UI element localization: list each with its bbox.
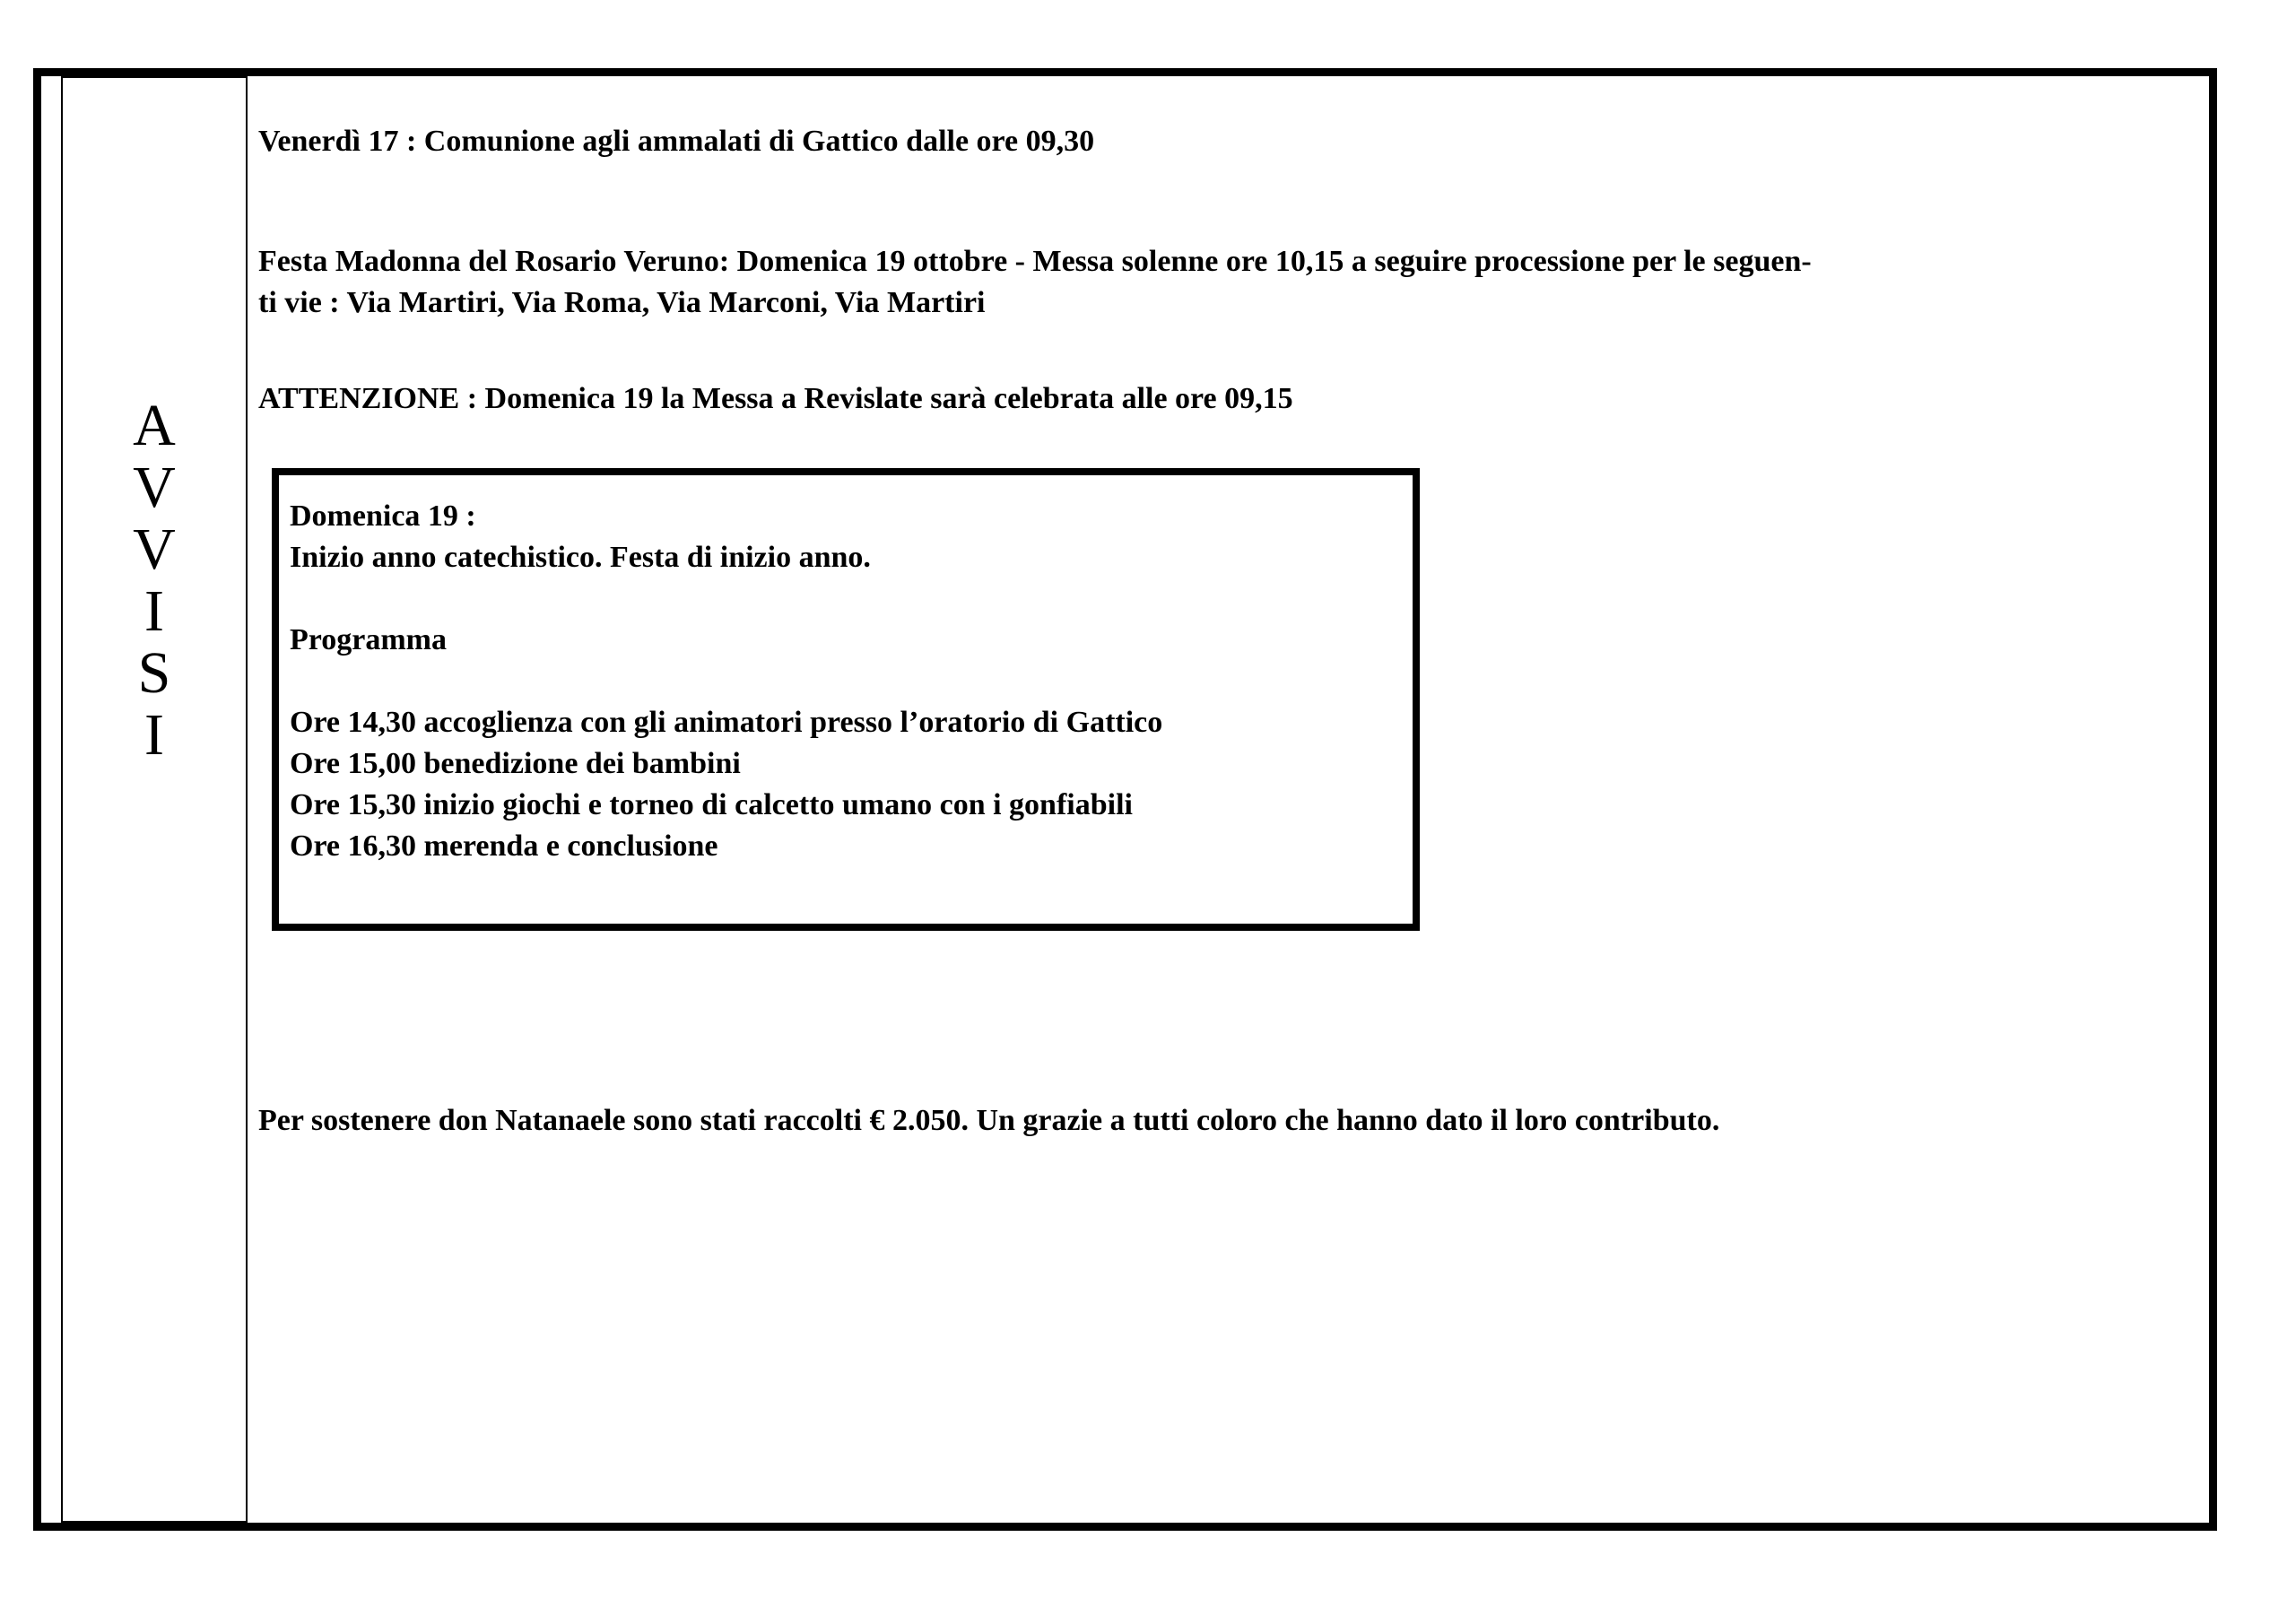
announcement-venerdi: Venerdì 17 : Comunione agli ammalati di Gattico dalle ore 09,30 [258,125,1095,158]
program-box-title: Domenica 19 : [290,499,476,533]
announcement-festa-line-1: Festa Madonna del Rosario Veruno: Domenica 19 ottobre - Messa solenne ore 10,15 a seguire processione per le seguen- [258,245,1812,278]
program-box [272,468,1420,931]
program-item: Ore 14,30 accoglienza con gli animatori presso l’oratorio di Gattico [290,706,1163,739]
program-box-spacer [290,578,1396,620]
sidebar [61,76,248,1523]
program-box-heading: Programma [290,623,447,656]
sidebar-vertical-title [63,78,246,766]
announcement-festa [258,241,1812,324]
program-box-subtitle: Inizio anno catechistico. Festa di inizio anno. [290,541,871,574]
announcement-festa-line-2: ti vie : Via Martiri, Via Roma, Via Marconi, Via Martiri [258,286,986,319]
sidebar-letter: I [144,578,164,644]
donation-note: Per sostenere don Natanaele sono stati raccolti € 2.050. Un grazie a tutti coloro che hanno dato il loro contributo. [258,1104,1720,1137]
program-box-spacer [290,661,1396,702]
program-item: Ore 16,30 merenda e conclusione [290,829,718,863]
sidebar-letter: I [144,702,164,768]
sidebar-letter: V [133,455,176,520]
program-item: Ore 15,00 benedizione dei bambini [290,747,741,780]
program-item: Ore 15,30 inizio giochi e torneo di calcetto umano con i gonfiabili [290,788,1133,821]
sidebar-letter: A [133,393,176,458]
announcement-attenzione: ATTENZIONE : Domenica 19 la Messa a Revislate sarà celebrata alle ore 09,15 [258,382,1293,415]
sidebar-letter: V [133,517,176,582]
sidebar-letter: S [137,640,171,706]
